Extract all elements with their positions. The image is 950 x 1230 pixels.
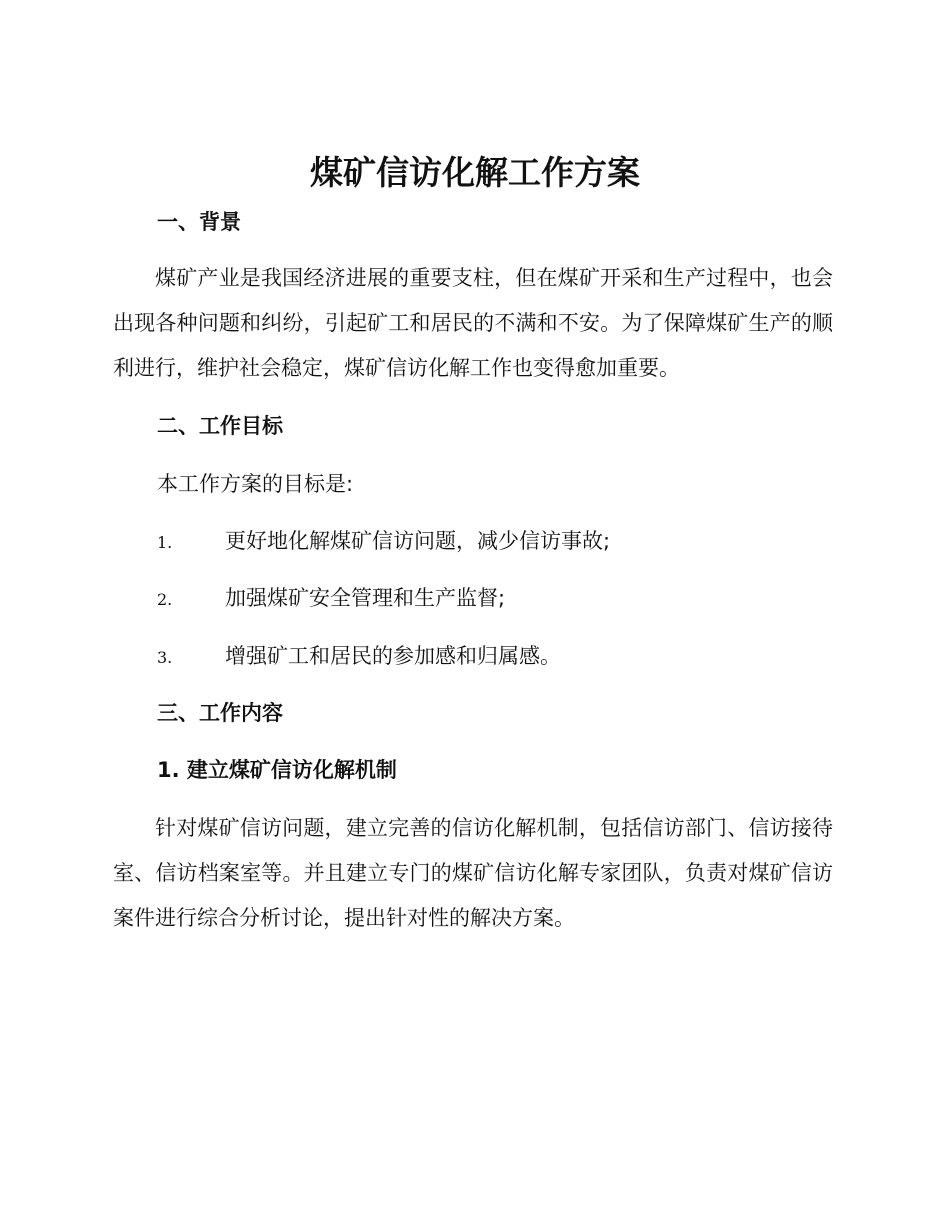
list-number: 2. — [157, 590, 173, 609]
goal-list-item — [157, 641, 561, 673]
goal-list-item — [157, 526, 610, 558]
list-number: 3. — [157, 648, 173, 667]
section-heading-goals: 二、工作目标 — [157, 414, 283, 438]
document-title: 煤矿信访化解工作方案 — [310, 153, 640, 192]
list-number: 1. — [157, 533, 173, 552]
background-paragraph: 煤矿产业是我国经济进展的重要支柱，但在煤矿开采和生产过程中，也会出现各种问题和纠纷，引起矿工和居民的不满和不安。为了保障煤矿生产的顺利进行，维护社会稳定，煤矿信访化解工作也变得愈加重要。 — [113, 266, 833, 380]
list-item-text: 更好地化解煤矿信访问题，减少信访事故; — [225, 529, 611, 553]
section-heading-background: 一、背景 — [157, 210, 241, 234]
goal-list-item — [157, 583, 505, 615]
section-heading-content: 三、工作内容 — [157, 701, 283, 725]
goals-intro: 本工作方案的目标是: — [157, 472, 354, 496]
list-item-text: 加强煤矿安全管理和生产监督; — [225, 586, 506, 610]
subsection-heading: 1. 建立煤矿信访化解机制 — [157, 758, 397, 782]
list-item-text: 增强矿工和居民的参加感和归属感。 — [225, 644, 561, 668]
content-paragraph: 针对煤矿信访问题，建立完善的信访化解机制，包括信访部门、信访接待室、信访档案室等。并且建立专门的煤矿信访化解专家团队，负责对煤矿信访案件进行综合分析讨论，提出针对性的解决方案。 — [113, 816, 833, 930]
